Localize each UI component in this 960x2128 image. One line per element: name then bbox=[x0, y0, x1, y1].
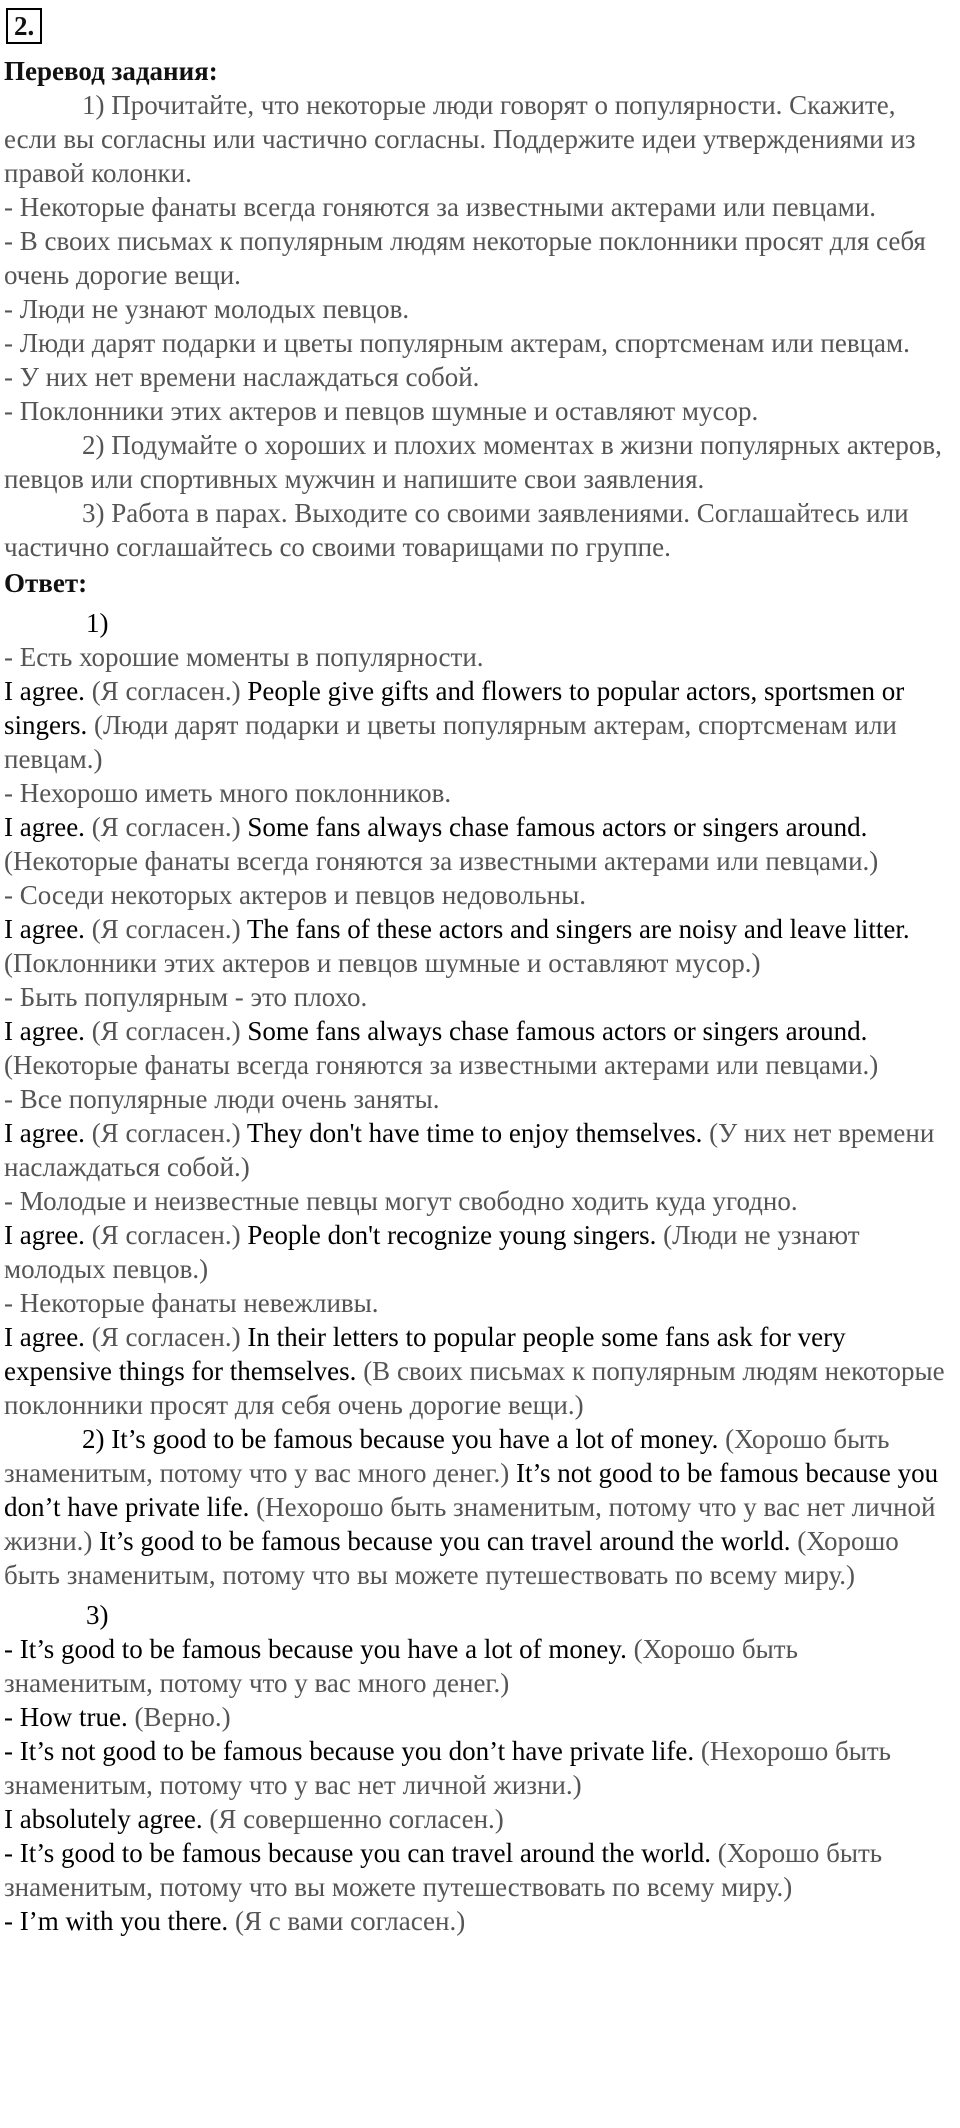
answer-en: People don't recognize young singers. bbox=[247, 1220, 657, 1250]
answer-heading: Ответ: bbox=[4, 568, 88, 598]
translation-bullet: - Люди не узнают молодых певцов. bbox=[4, 294, 410, 324]
part2-ru: (Хорошо быть знаменитым, потому что у вас много денег.) bbox=[4, 1424, 890, 1488]
answer-ru: (Некоторые фанаты всегда гоняются за известными актерами или певцами.) bbox=[4, 1050, 879, 1080]
task-number: 2. bbox=[6, 8, 42, 44]
agree-en: I agree. bbox=[4, 812, 85, 842]
dialogue-en: - How true. bbox=[4, 1702, 128, 1732]
dialogue-ru: (Нехорошо быть знаменитым, потому что у вас нет личной жизни.) bbox=[4, 1736, 891, 1800]
answer-item bbox=[4, 1286, 952, 1422]
part2-en: It’s good to be famous because you can travel around the world. bbox=[99, 1526, 791, 1556]
answer-item bbox=[4, 1082, 952, 1184]
dialogue-ru: (Верно.) bbox=[134, 1702, 231, 1732]
translation-bullet: - У них нет времени наслаждаться собой. bbox=[4, 362, 480, 392]
ru-statement: - Есть хорошие моменты в популярности. bbox=[4, 642, 484, 672]
answer-ru: (В своих письмах к популярным людям некоторые поклонники просят для себя очень дорогие вещи.) bbox=[4, 1356, 945, 1420]
translation-paragraph-1: 1) Прочитайте, что некоторые люди говорят о популярности. Скажите, если вы согласны или частично согласны. Поддержите идеи утверждениями из правой колонки. bbox=[4, 90, 916, 188]
agree-en: I agree. bbox=[4, 1322, 85, 1352]
part2-ru: (Нехорошо быть знаменитым, потому что у вас нет личной жизни.) bbox=[4, 1492, 936, 1556]
agree-ru: (Я согласен.) bbox=[91, 1322, 241, 1352]
answer-en: They don't have time to enjoy themselves. bbox=[246, 1118, 703, 1148]
translation-bullet: - Люди дарят подарки и цветы популярным актерам, спортсменам или певцам. bbox=[4, 328, 910, 358]
ru-statement: - Соседи некоторых актеров и певцов недовольны. bbox=[4, 880, 586, 910]
answer-en: Some fans always chase famous actors or singers around. bbox=[247, 812, 868, 842]
agree-en: I agree. bbox=[4, 1220, 85, 1250]
translation-paragraph-3: 3) Работа в парах. Выходите со своими заявлениями. Соглашайтесь или частично соглашайтесь со своими товарищами по группе. bbox=[4, 498, 909, 562]
agree-ru: (Я согласен.) bbox=[91, 1220, 241, 1250]
answer-item bbox=[4, 878, 952, 980]
part2-en: 2) It’s good to be famous because you have a lot of money. bbox=[82, 1424, 719, 1454]
answer-ru: (У них нет времени наслаждаться собой.) bbox=[4, 1118, 935, 1182]
agree-en: I agree. bbox=[4, 676, 85, 706]
part3-block bbox=[4, 1632, 952, 1938]
dialogue-en: - It’s good to be famous because you can travel around the world. bbox=[4, 1838, 712, 1868]
agree-ru: (Я согласен.) bbox=[91, 914, 241, 944]
part3-label: 3) bbox=[86, 1600, 109, 1630]
agree-ru: (Я согласен.) bbox=[91, 812, 241, 842]
translation-paragraph-2: 2) Подумайте о хороших и плохих моментах в жизни популярных актеров, певцов или спортивных мужчин и напишите свои заявления. bbox=[4, 430, 942, 494]
answer-ru: (Поклонники этих актеров и певцов шумные и оставляют мусор.) bbox=[4, 948, 761, 978]
answer-en: In their letters to popular people some fans ask for very expensive things for themselves. bbox=[4, 1322, 846, 1386]
dialogue-en: - It’s good to be famous because you have a lot of money. bbox=[4, 1634, 627, 1664]
agree-en: I agree. bbox=[4, 1118, 85, 1148]
answer-item bbox=[4, 1184, 952, 1286]
answer-en: The fans of these actors and singers are noisy and leave litter. bbox=[246, 914, 910, 944]
answer-en: People give gifts and flowers to popular actors, sportsmen or singers. bbox=[4, 676, 905, 740]
translation-bullet: - Некоторые фанаты всегда гоняются за известными актерами или певцами. bbox=[4, 192, 877, 222]
answer-item bbox=[4, 980, 952, 1082]
ru-statement: - Быть популярным - это плохо. bbox=[4, 982, 368, 1012]
dialogue-ru: (Я с вами согласен.) bbox=[234, 1906, 466, 1936]
answer-item bbox=[4, 640, 952, 776]
agree-ru: (Я согласен.) bbox=[91, 1016, 241, 1046]
dialogue-ru: (Хорошо быть знаменитым, потому что у вас много денег.) bbox=[4, 1634, 798, 1698]
answer-en: Some fans always chase famous actors or singers around. bbox=[247, 1016, 868, 1046]
dialogue-en: I absolutely agree. bbox=[4, 1804, 203, 1834]
part2-block bbox=[4, 1422, 952, 1592]
ru-statement: - Нехорошо иметь много поклонников. bbox=[4, 778, 452, 808]
translation-bullet: - В своих письмах к популярным людям некоторые поклонники просят для себя очень дорогие вещи. bbox=[4, 226, 926, 290]
answer-ru: (Люди дарят подарки и цветы популярным актерам, спортсменам или певцам.) bbox=[4, 710, 897, 774]
part2-en: It’s not good to be famous because you don’t have private life. bbox=[4, 1458, 939, 1522]
part1-label: 1) bbox=[86, 608, 109, 638]
ru-statement: - Молодые и неизвестные певцы могут свободно ходить куда угодно. bbox=[4, 1186, 798, 1216]
ru-statement: - Все популярные люди очень заняты. bbox=[4, 1084, 440, 1114]
part2-ru: (Хорошо быть знаменитым, потому что вы можете путешествовать по всему миру.) bbox=[4, 1526, 899, 1590]
agree-ru: (Я согласен.) bbox=[91, 676, 241, 706]
answer-ru: (Некоторые фанаты всегда гоняются за известными актерами или певцами.) bbox=[4, 846, 879, 876]
dialogue-en: - I’m with you there. bbox=[4, 1906, 229, 1936]
ru-statement: - Некоторые фанаты невежливы. bbox=[4, 1288, 379, 1318]
agree-ru: (Я согласен.) bbox=[91, 1118, 241, 1148]
answer-item bbox=[4, 776, 952, 878]
agree-en: I agree. bbox=[4, 914, 85, 944]
answer-ru: (Люди не узнают молодых певцов.) bbox=[4, 1220, 860, 1284]
translation-heading: Перевод задания: bbox=[4, 56, 218, 86]
part1-block bbox=[4, 640, 952, 1422]
dialogue-ru: (Хорошо быть знаменитым, потому что вы можете путешествовать по всему миру.) bbox=[4, 1838, 883, 1902]
dialogue-en: - It’s not good to be famous because you don’t have private life. bbox=[4, 1736, 695, 1766]
agree-en: I agree. bbox=[4, 1016, 85, 1046]
translation-bullet: - Поклонники этих актеров и певцов шумные и оставляют мусор. bbox=[4, 396, 759, 426]
dialogue-ru: (Я совершенно согласен.) bbox=[209, 1804, 504, 1834]
